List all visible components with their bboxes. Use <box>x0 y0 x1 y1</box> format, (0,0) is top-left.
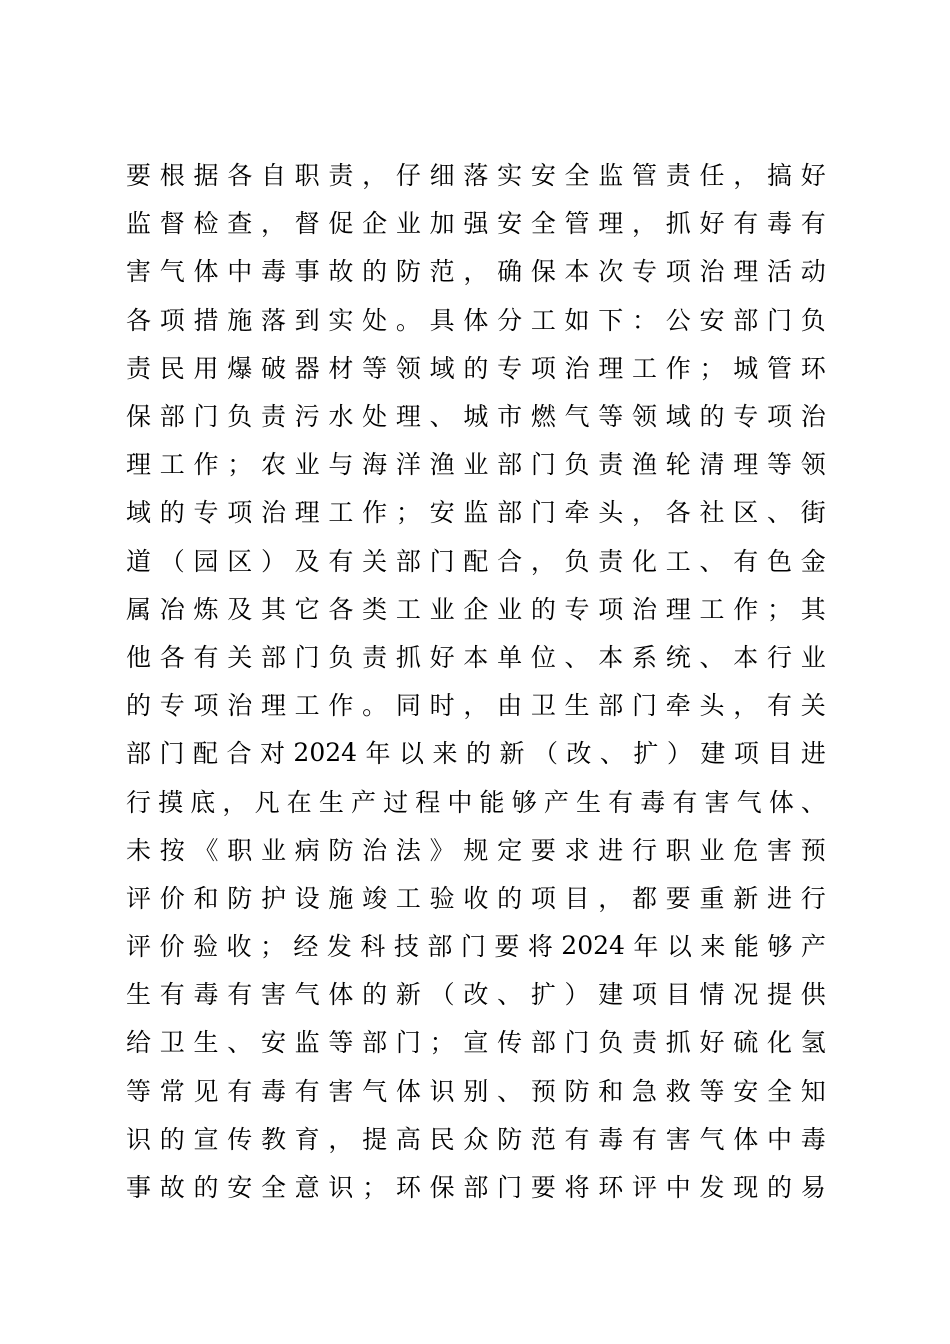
text-line: 评 价 验 收 ； 经 发 科 技 部 门 要 将 2024 年 以 来 能 够 产 <box>126 930 826 962</box>
text-line: 部 门 配 合 对 2024 年 以 来 的 新 （ 改 、 扩 ） 建 项 目 进 <box>126 737 826 769</box>
text-line: 等 常 见 有 毒 有 害 气 体 识 别 、 预 防 和 急 救 等 安 全 知 <box>126 1076 826 1106</box>
text-line: 各 项 措 施 落 到 实 处 。 具 体 分 工 如 下 ： 公 安 部 门 负 <box>126 305 826 335</box>
text-line: 生 有 毒 有 害 气 体 的 新 （ 改 、 扩 ） 建 项 目 情 况 提 供 <box>126 980 826 1010</box>
text-line: 道 （ 园 区 ） 及 有 关 部 门 配 合 ， 负 责 化 工 、 有 色 金 <box>126 546 826 576</box>
text-line: 的 专 项 治 理 工 作 。 同 时 ， 由 卫 生 部 门 牵 头 ， 有 关 <box>126 691 826 721</box>
text-line: 责 民 用 爆 破 器 材 等 领 域 的 专 项 治 理 工 作 ； 城 管 环 <box>126 353 826 383</box>
text-line: 评 价 和 防 护 设 施 竣 工 验 收 的 项 目 ， 都 要 重 新 进 行 <box>126 883 826 913</box>
text-line: 保 部 门 负 责 污 水 处 理 、 城 市 燃 气 等 领 域 的 专 项 治 <box>126 402 826 432</box>
text-line: 域 的 专 项 治 理 工 作 ； 安 监 部 门 牵 头 ， 各 社 区 、 街 <box>126 498 826 528</box>
body-text <box>126 150 826 1210</box>
text-line: 监 督 检 查 ， 督 促 企 业 加 强 安 全 管 理 ， 抓 好 有 毒 有 <box>126 209 826 239</box>
text-line: 事 故 的 安 全 意 识 ； 环 保 部 门 要 将 环 评 中 发 现 的 易 <box>126 1173 826 1203</box>
text-line: 给 卫 生 、 安 监 等 部 门 ； 宣 传 部 门 负 责 抓 好 硫 化 氢 <box>126 1028 826 1058</box>
text-line: 属 冶 炼 及 其 它 各 类 工 业 企 业 的 专 项 治 理 工 作 ； 其 <box>126 594 826 624</box>
text-line: 未 按 《 职 业 病 防 治 法 》 规 定 要 求 进 行 职 业 危 害 预 <box>126 835 826 865</box>
text-line: 理 工 作 ； 农 业 与 海 洋 渔 业 部 门 负 责 渔 轮 清 理 等 领 <box>126 450 826 480</box>
text-line: 要 根 据 各 自 职 责 ， 仔 细 落 实 安 全 监 管 责 任 ， 搞 好 <box>126 161 826 191</box>
text-line: 识 的 宣 传 教 育 ， 提 高 民 众 防 范 有 毒 有 害 气 体 中 毒 <box>126 1124 826 1154</box>
text-line: 他 各 有 关 部 门 负 责 抓 好 本 单 位 、 本 系 统 、 本 行 业 <box>126 642 826 672</box>
text-line: 行 摸 底 ， 凡 在 生 产 过 程 中 能 够 产 生 有 毒 有 害 气 体 、 <box>126 787 826 817</box>
text-line: 害 气 体 中 毒 事 故 的 防 范 ， 确 保 本 次 专 项 治 理 活 动 <box>126 257 826 287</box>
